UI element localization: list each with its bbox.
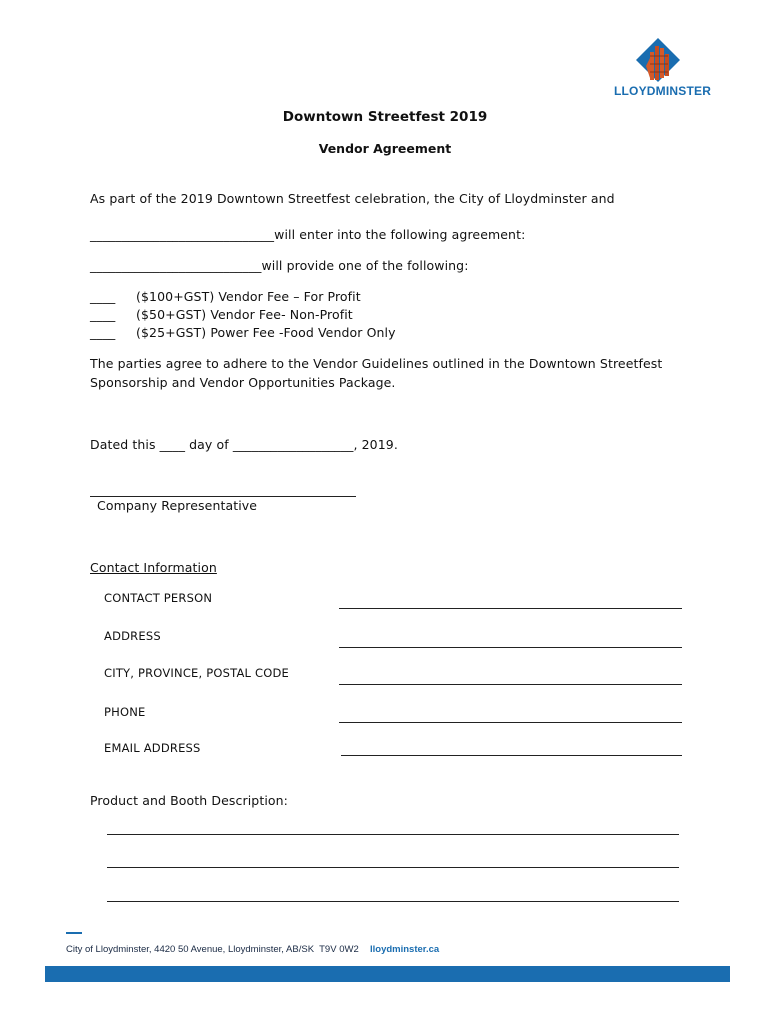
email-label: EMAIL ADDRESS [104, 741, 201, 755]
fee-option-blank: ____ [90, 307, 116, 322]
footer-accent-dash [66, 932, 82, 934]
logo-wordmark: LLOYDMINSTER [614, 84, 712, 98]
fee-option-blank: ____ [90, 325, 116, 340]
address-field[interactable] [339, 647, 682, 648]
footer-website-link[interactable]: lloydminster.ca [370, 944, 440, 955]
phone-field[interactable] [339, 722, 682, 723]
product-line-3[interactable] [107, 901, 679, 902]
phone-label: PHONE [104, 705, 146, 719]
signature-line [90, 496, 356, 497]
contact-person-field[interactable] [339, 608, 682, 609]
city-province-postal-field[interactable] [339, 684, 682, 685]
city-province-postal-label: CITY, PROVINCE, POSTAL CODE [104, 666, 289, 680]
lloydminster-diamond-icon [606, 36, 716, 82]
product-line-2[interactable] [107, 867, 679, 868]
fee-option-blank: ____ [90, 289, 116, 304]
provide-line: ___________________________will provide one of the following: [90, 258, 469, 273]
parties-text-line-1: The parties agree to adhere to the Vendor Guidelines outlined in the Downtown Streetfest [90, 356, 663, 371]
city-logo [606, 36, 716, 100]
agreement-party-line: _____________________________will enter into the following agreement: [90, 227, 526, 242]
product-heading: Product and Booth Description: [90, 793, 288, 808]
intro-text: As part of the 2019 Downtown Streetfest celebration, the City of Lloydminster and [90, 191, 615, 206]
parties-text-line-2: Sponsorship and Vendor Opportunities Package. [90, 375, 396, 390]
dated-line: Dated this ____ day of ___________________, 2019. [90, 437, 398, 452]
fee-option-text: ($50+GST) Vendor Fee- Non-Profit [136, 307, 353, 322]
fee-option-text: ($25+GST) Power Fee -Food Vendor Only [136, 325, 396, 340]
contact-person-label: CONTACT PERSON [104, 591, 213, 605]
contact-heading: Contact Information [90, 560, 217, 575]
product-line-1[interactable] [107, 834, 679, 835]
footer-bar [45, 966, 730, 982]
document-subtitle: Vendor Agreement [318, 141, 452, 156]
fee-option-text: ($100+GST) Vendor Fee – For Profit [136, 289, 361, 304]
footer-address: City of Lloydminster, 4420 50 Avenue, Lloydminster, AB/SK T9V 0W2 [66, 944, 359, 955]
company-representative-label: Company Representative [97, 498, 258, 513]
email-field[interactable] [341, 755, 682, 756]
document-title: Downtown Streetfest 2019 [282, 109, 488, 125]
address-label: ADDRESS [104, 629, 161, 643]
